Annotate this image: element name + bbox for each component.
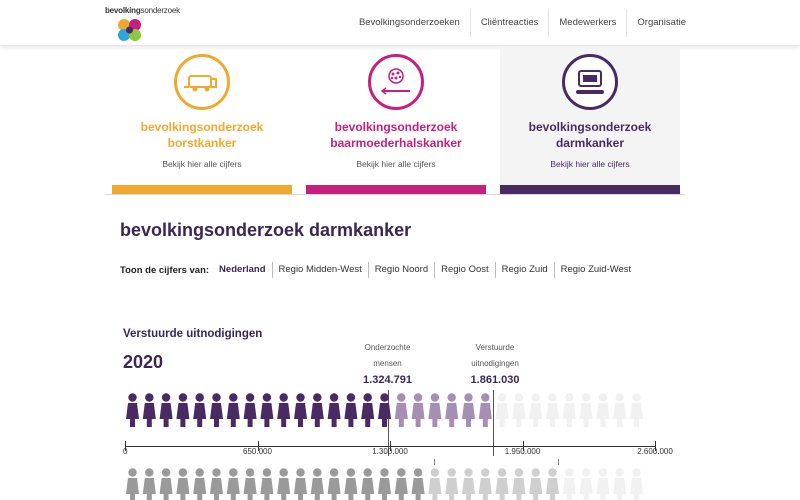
person-icon: [630, 393, 643, 427]
filter-option-regio-zuid-west[interactable]: Regio Zuid-West: [554, 262, 638, 278]
person-icon: [143, 393, 156, 427]
person-icon: [596, 393, 609, 427]
person-icon: [529, 468, 542, 500]
person-icon: [563, 468, 576, 500]
person-icon: [143, 468, 156, 500]
person-icon: [328, 393, 341, 427]
person-icon: [412, 468, 425, 500]
person-icon: [479, 393, 492, 427]
person-icon: [546, 468, 559, 500]
filter-label: Toon de cijfers van:: [120, 264, 210, 276]
person-icon: [277, 393, 290, 427]
person-icon: [160, 393, 173, 427]
x-axis-tick-label: 1.300.000: [372, 447, 408, 456]
person-icon: [580, 468, 593, 500]
person-icon: [126, 468, 139, 500]
person-icon: [311, 468, 324, 500]
person-icon: [294, 393, 307, 427]
person-icon: [462, 468, 475, 500]
marker-label-line1: Onderzochte: [364, 343, 411, 352]
person-icon: [445, 468, 458, 500]
person-icon: [260, 393, 273, 427]
card-link[interactable]: Bekijk hier alle cijfers: [356, 159, 436, 169]
marker-label-line2: uitnodigingen: [471, 359, 519, 368]
person-icon: [210, 393, 223, 427]
lower-marker-tick: [558, 459, 559, 465]
filter-option-regio-noord[interactable]: Regio Noord: [368, 262, 434, 278]
person-icon: [496, 393, 509, 427]
person-icon: [193, 468, 206, 500]
person-icon: [176, 468, 189, 500]
person-icon: [244, 468, 257, 500]
person-icon: [630, 468, 643, 500]
person-icon: [277, 468, 290, 500]
person-icon: [412, 393, 425, 427]
person-icon: [260, 468, 273, 500]
person-icon: [512, 393, 525, 427]
person-icon: [244, 393, 257, 427]
x-axis-tick-label: 0: [123, 447, 128, 456]
card-link[interactable]: Bekijk hier alle cijfers: [550, 159, 630, 169]
section-title: Verstuurde uitnodigingen: [123, 328, 263, 340]
card-title: bevolkingsonderzoek darmkanker: [528, 120, 652, 150]
card-title: bevolkingsonderzoek baarmoederhalskanker: [330, 120, 462, 150]
nav-bevolkingsonderzoeken[interactable]: Bevolkingsonderzoeken: [358, 17, 460, 28]
person-icon: [378, 393, 391, 427]
person-icon: [462, 393, 475, 427]
person-icon: [395, 468, 408, 500]
marker-label-line1: Verstuurde: [475, 343, 515, 352]
person-icon: [563, 393, 576, 427]
card-title: bevolkingsonderzoek borstkanker: [140, 120, 264, 150]
person-icon: [596, 468, 609, 500]
person-icon: [361, 468, 374, 500]
person-icon: [176, 393, 189, 427]
person-icon: [613, 468, 626, 500]
logo-text: bevolkingsonderzoek: [105, 6, 180, 15]
person-icon: [378, 468, 391, 500]
person-icon: [613, 393, 626, 427]
person-icon: [227, 468, 240, 500]
person-icon: [479, 468, 492, 500]
nav-clientreacties[interactable]: Cliëntreacties: [470, 9, 549, 37]
filter-option-regio-oost[interactable]: Regio Oost: [434, 262, 495, 278]
nav-organisatie[interactable]: Organisatie: [626, 9, 696, 37]
person-icon: [193, 393, 206, 427]
person-icon: [328, 468, 341, 500]
person-icon: [344, 393, 357, 427]
person-icon: [395, 393, 408, 427]
person-icon: [160, 468, 173, 500]
person-icon: [428, 393, 441, 427]
marker-value: 1.861.030: [470, 374, 520, 386]
person-icon: [311, 393, 324, 427]
person-icon: [580, 393, 593, 427]
x-axis-tick-label: 650.000: [243, 447, 272, 456]
person-icon: [227, 393, 240, 427]
person-icon: [445, 393, 458, 427]
card-link[interactable]: Bekijk hier alle cijfers: [162, 159, 242, 169]
year-label: 2020: [123, 352, 164, 372]
person-icon: [496, 468, 509, 500]
filter-option-regio-zuid[interactable]: Regio Zuid: [495, 262, 554, 278]
marker-label-line2: mensen: [373, 359, 402, 368]
person-icon: [210, 468, 223, 500]
person-icon: [428, 468, 441, 500]
person-icon: [512, 468, 525, 500]
nav-medewerkers[interactable]: Medewerkers: [548, 9, 626, 37]
person-icon: [294, 468, 307, 500]
person-icon: [529, 393, 542, 427]
person-icon: [344, 468, 357, 500]
person-icon: [126, 393, 139, 427]
filter-option-regio-midden-west[interactable]: Regio Midden-West: [272, 262, 368, 278]
filter-option-nederland[interactable]: Nederland: [219, 264, 266, 275]
marker-value: 1.324.791: [363, 374, 412, 386]
x-axis-tick-label: 1.950.000: [504, 447, 541, 456]
person-icon: [361, 393, 374, 427]
person-icon: [546, 393, 559, 427]
x-axis-tick-label: 2.600.000: [637, 447, 673, 456]
lower-marker-tick: [434, 459, 435, 465]
page-title: bevolkingsonderzoek darmkanker: [120, 220, 412, 240]
